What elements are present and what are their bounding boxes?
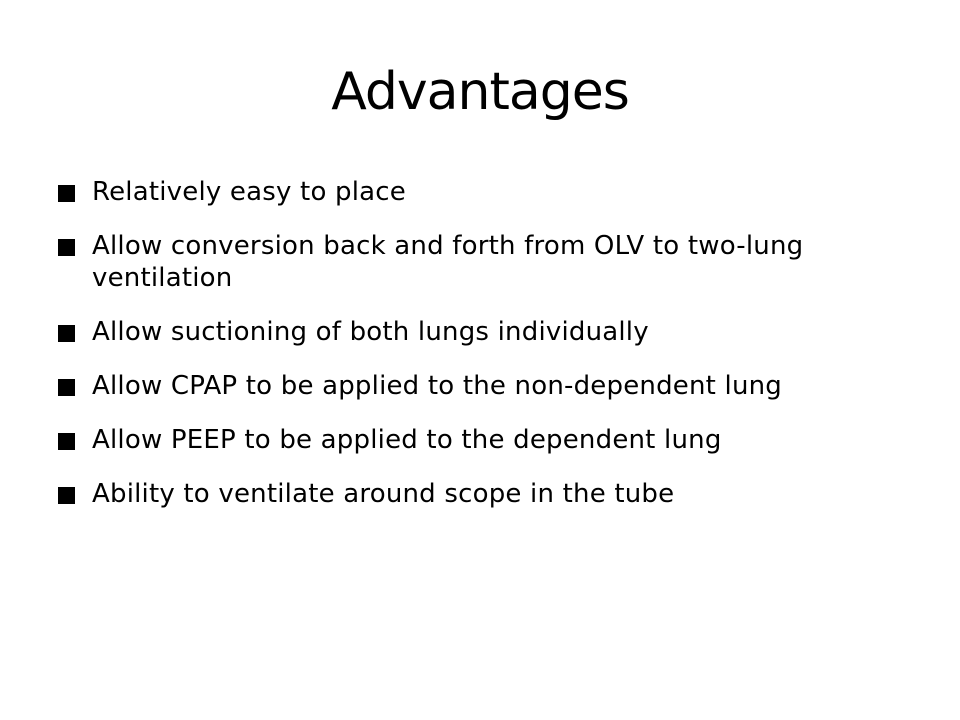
bullet-item — [58, 176, 918, 208]
bullet-text: Allow conversion back and forth from OLV to two-lung ventilation — [92, 231, 804, 293]
bullet-item — [58, 370, 918, 402]
bullet-item — [58, 424, 918, 456]
bullet-item — [58, 316, 918, 348]
square-bullet-icon — [58, 487, 75, 504]
square-bullet-icon — [58, 325, 75, 342]
bullet-list — [58, 176, 918, 532]
square-bullet-icon — [58, 379, 75, 396]
square-bullet-icon — [58, 185, 75, 202]
bullet-text: Ability to ventilate around scope in the tube — [92, 479, 675, 509]
square-bullet-icon — [58, 239, 75, 256]
bullet-item — [58, 478, 918, 510]
bullet-text: Relatively easy to place — [92, 177, 406, 207]
bullet-item — [58, 230, 918, 294]
slide-title: Advantages — [331, 62, 629, 122]
bullet-text: Allow CPAP to be applied to the non-dependent lung — [92, 371, 782, 401]
bullet-text: Allow suctioning of both lungs individually — [92, 317, 649, 347]
square-bullet-icon — [58, 433, 75, 450]
bullet-text: Allow PEEP to be applied to the dependent lung — [92, 425, 722, 455]
